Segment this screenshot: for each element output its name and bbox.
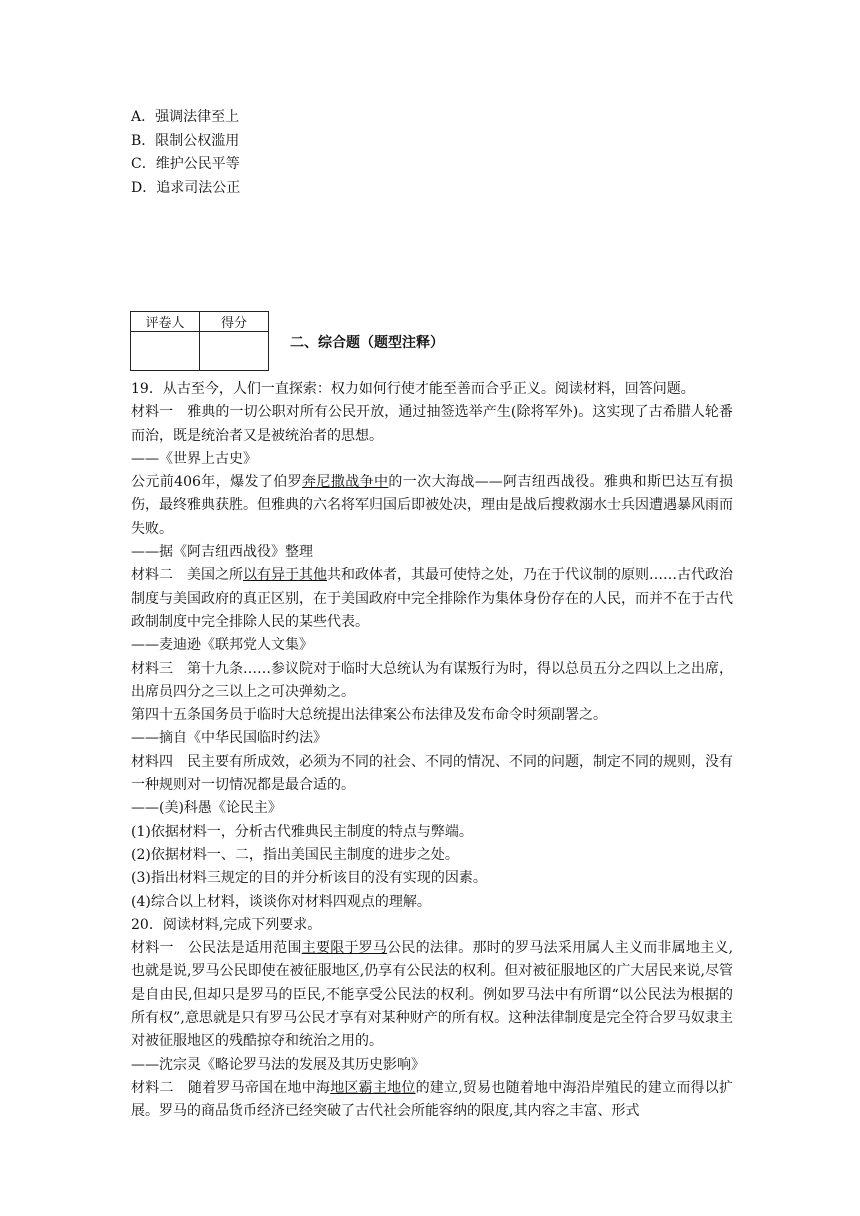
q19-material-2: 材料二 美国之所以有异于其他共和政体者，其最可使恃之处，乃在于代议制的原则……古代政治制度与美国政府的真正区别，在于美国政府中完全排除作为集体身份存在的人民，而并不在于古代政制制度中完全排除人民的某些代表。: [131, 567, 733, 630]
q20-material-2: 材料二 随着罗马帝国在地中海地区霸主地位的建立,贸易也随着地中海沿岸殖民的建立而得以扩展。罗马的商品货币经济已经突破了古代社会所能容纳的限度,其内容之丰富、形式: [131, 1079, 734, 1120]
answer-options: [131, 106, 240, 200]
score-header: 得分: [200, 312, 269, 332]
option-c: C．维护公民平等: [131, 156, 240, 172]
q19-material-3-source: ——摘自《中华民国临时约法》: [131, 730, 327, 747]
q19-stem: 19．从古至今，人们一直探索：权力如何行使才能至善而合乎正义。阅读材料，回答问题。: [131, 381, 695, 397]
q19-material-3-paragraph-2: 第四十五条国务员于临时大总统提出法律案公布法律及发布命令时须副署之。: [131, 707, 607, 724]
q19-material-4: 材料四 民主要有所成效，必须为不同的社会、不同的情况、不同的问题，制定不同的规则，没有一种规则对一切情况都是最合适的。: [131, 753, 733, 794]
score-cell: [200, 332, 269, 371]
q20-material-1-source: ——沈宗灵《略论罗马法的发展及其历史影响》: [131, 1056, 425, 1073]
q19-sub-question-2: (2)依据材料一、二，指出美国民主制度的进步之处。: [131, 846, 459, 863]
option-b: B．限制公权滥用: [131, 132, 240, 149]
section-title: 二、综合题（题型注释）: [290, 335, 444, 351]
q19-material-1-source: ——《世界上古史》: [131, 450, 257, 467]
score-table: [130, 311, 269, 371]
question-body: [131, 378, 733, 1124]
q20-stem: 20．阅读材料,完成下列要求。: [131, 916, 322, 933]
grader-header: 评卷人: [131, 312, 200, 332]
q19-sub-question-3: (3)指出材料三规定的目的并分析该目的没有实现的因素。: [131, 870, 487, 887]
option-a: A．强调法律至上: [131, 109, 240, 125]
option-d: D．追求司法公正: [131, 179, 241, 196]
q20-material-1: 材料一 公民法是适用范围主要限于罗马公民的法律。那时的罗马法采用属人主义而非属地主义,也就是说,罗马公民即使在被征服地区,仍享有公民法的权利。但对被征服地区的广大居民来说,尽管是自由民,但却只是罗马的臣民,不能享受公民法的权利。例如罗马法中有所谓“以公民法为根据的所有权”,意思就是只有罗马公民才享有对某种财产的所有权。这种法律制度是完全符合罗马奴隶主对被征服地区的残酷掠夺和统治之用的。: [131, 940, 734, 1050]
q19-material-1-source-2: ——据《阿吉纽西战役》整理: [131, 544, 313, 561]
q19-material-4-source: ——(美)科愚《论民主》: [131, 800, 282, 817]
q19-material-1: 材料一 雅典的一切公职对所有公民开放，通过抽签选举产生(除将军外)。这实现了古希腊人轮番而治，既是统治者又是被统治者的思想。: [131, 404, 733, 444]
q19-material-1-paragraph-2: 公元前406年，爆发了伯罗奔尼撒战争中的一次大海战——阿吉纽西战役。雅典和斯巴达互有损伤，最终雅典获胜。但雅典的六名将军归国后即被处决，理由是战后搜救溺水士兵因遭遇暴风雨而失败。: [131, 474, 734, 537]
grader-cell: [131, 332, 200, 371]
q19-material-3: 材料三 第十九条……参议院对于临时大总统认为有谋叛行为时，得以总员五分之四以上之出席，出席员四分之三以上之可决弹劾之。: [131, 660, 733, 700]
q19-sub-question-4: (4)综合以上材料，谈谈你对材料四观点的理解。: [131, 893, 431, 910]
q19-sub-question-1: (1)依据材料一，分析古代雅典民主制度的特点与弊端。: [131, 823, 473, 840]
q19-material-2-source: ——麦迪逊《联邦党人文集》: [131, 637, 313, 654]
